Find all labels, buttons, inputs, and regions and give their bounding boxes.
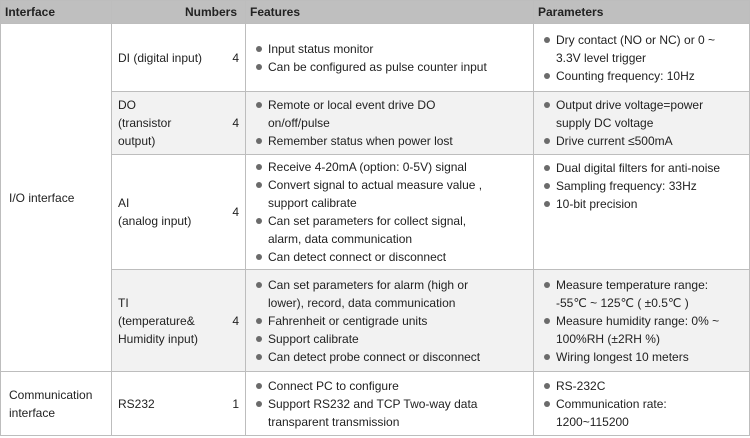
device-cell xyxy=(112,372,246,436)
feature-item: Support calibrate xyxy=(254,330,529,348)
param-item: Sampling frequency: 33Hz xyxy=(542,177,745,195)
device-cell xyxy=(112,270,246,372)
row-ai xyxy=(1,155,750,270)
row-do xyxy=(1,92,750,155)
device-cell xyxy=(112,92,246,155)
header-numbers: Numbers xyxy=(112,1,246,24)
params-cell xyxy=(534,92,750,155)
feature-item: Connect PC to configure xyxy=(254,377,529,395)
param-item: Dry contact (NO or NC) or 0 ~ 3.3V level trigger xyxy=(542,31,745,67)
group-comm-label: Communication interface xyxy=(9,387,93,420)
params-cell xyxy=(534,270,750,372)
feature-item: Input status monitor xyxy=(254,40,529,58)
device-count: 1 xyxy=(232,396,239,411)
row-ti xyxy=(1,270,750,372)
feature-item: Can detect connect or disconnect xyxy=(254,248,529,266)
device-count: 4 xyxy=(232,50,239,65)
param-item: Drive current ≤500mA xyxy=(542,132,745,150)
features-cell xyxy=(246,155,534,270)
feature-item: Remote or local event drive DO on/off/pulse xyxy=(254,96,529,132)
header-row xyxy=(1,1,750,24)
device-name: DO (transistor output) xyxy=(118,98,172,148)
feature-item: Support RS232 and TCP Two-way data transparent transmission xyxy=(254,395,529,431)
features-cell xyxy=(246,372,534,436)
feature-item: Can set parameters for collect signal, alarm, data communication xyxy=(254,212,529,248)
feature-item: Can set parameters for alarm (high or lower), record, data communication xyxy=(254,276,529,312)
header-interface: Interface xyxy=(1,1,112,24)
param-item: Wiring longest 10 meters xyxy=(542,348,745,366)
param-item: Measure humidity range: 0% ~ 100%RH (±2RH %) xyxy=(542,312,745,348)
header-features: Features xyxy=(246,1,534,24)
device-name: TI (temperature& Humidity input) xyxy=(118,295,199,346)
feature-item: Remember status when power lost xyxy=(254,132,529,150)
device-count: 4 xyxy=(232,116,239,130)
row-di xyxy=(1,24,750,92)
group-io-interface xyxy=(1,24,112,372)
params-cell xyxy=(534,155,750,270)
param-item: Measure temperature range: -55℃ ~ 125℃ ( ±0.5℃ ) xyxy=(542,276,745,312)
device-name: AI (analog input) xyxy=(118,196,192,228)
features-cell xyxy=(246,270,534,372)
device-name: DI (digital input) xyxy=(118,50,203,65)
feature-item: Fahrenheit or centigrade units xyxy=(254,312,529,330)
device-cell xyxy=(112,24,246,92)
feature-item: Receive 4-20mA (option: 0-5V) signal xyxy=(254,158,529,176)
params-cell xyxy=(534,372,750,436)
param-item: Output drive voltage=power supply DC voltage xyxy=(542,96,745,132)
param-item: 10-bit precision xyxy=(542,195,745,213)
device-name: RS232 xyxy=(118,396,155,411)
device-count: 4 xyxy=(232,313,239,328)
header-parameters: Parameters xyxy=(534,1,750,24)
device-cell xyxy=(112,155,246,270)
features-cell xyxy=(246,24,534,92)
param-item: Counting frequency: 10Hz xyxy=(542,67,745,85)
param-item: Communication rate: 1200~115200 xyxy=(542,395,745,431)
param-item: RS-232C xyxy=(542,377,745,395)
params-cell xyxy=(534,24,750,92)
param-item: Dual digital filters for anti-noise xyxy=(542,159,745,177)
group-communication-interface xyxy=(1,372,112,436)
feature-item: Can detect probe connect or disconnect xyxy=(254,348,529,366)
feature-item: Convert signal to actual measure value , support calibrate xyxy=(254,176,529,212)
device-count: 4 xyxy=(232,205,239,219)
row-rs232 xyxy=(1,372,750,436)
group-io-label: I/O interface xyxy=(9,190,75,205)
features-cell xyxy=(246,92,534,155)
feature-item: Can be configured as pulse counter input xyxy=(254,58,529,76)
